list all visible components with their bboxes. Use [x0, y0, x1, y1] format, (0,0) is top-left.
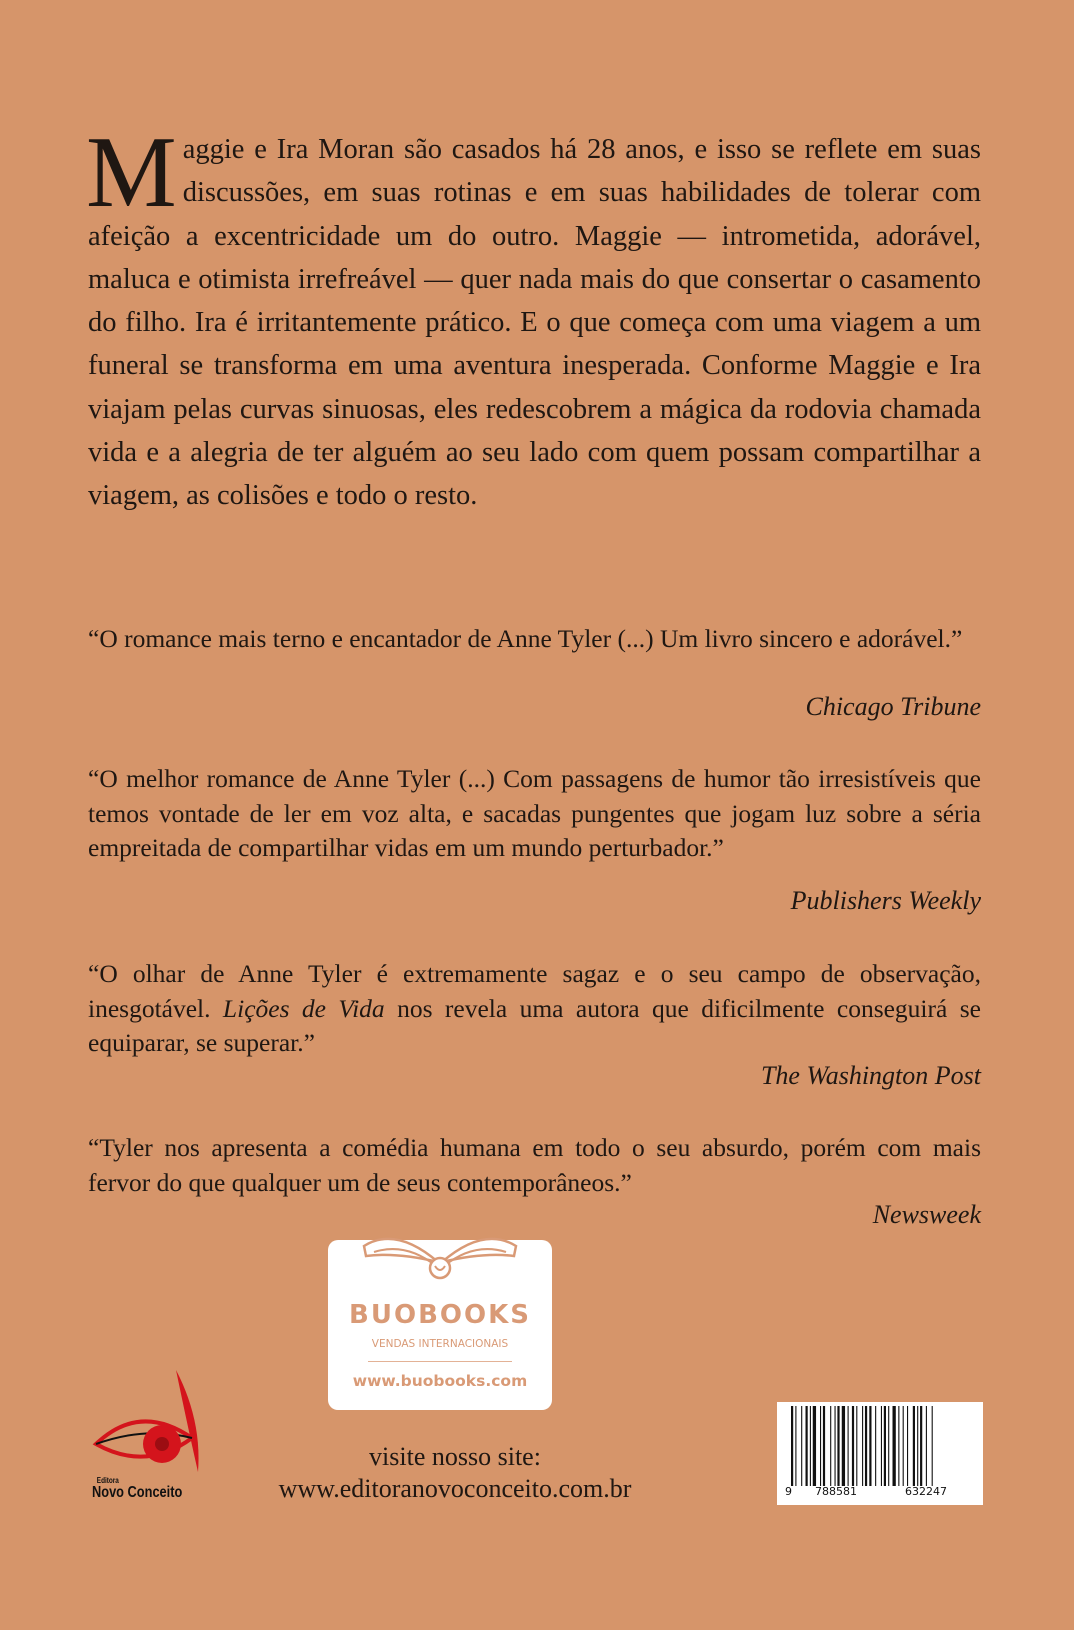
- buobooks-divider: [368, 1361, 512, 1362]
- review-quote-4: “Tyler nos apresenta a comédia humana em todo o seu absurdo, porém com mais fervor do que qualquer um de seus contemporâneos.”: [88, 1133, 981, 1197]
- novo-conceito-logo-text: [92, 1476, 183, 1502]
- buobooks-badge: [328, 1240, 552, 1410]
- visit-label: visite nosso site:: [369, 1442, 541, 1471]
- review-quote-3-title: Lições de Vida: [222, 993, 385, 1023]
- review-quote-3-before: “O olhar de Anne Tyler é extremamente sagaz e o seu campo de observação, inesgotável.: [88, 959, 981, 1023]
- buobooks-name: BUOBOOKS: [349, 1300, 531, 1330]
- buobooks-url[interactable]: www.buobooks.com: [352, 1372, 528, 1390]
- review-quote-3: [88, 957, 981, 1061]
- barcode-group-1: 788581: [815, 1485, 857, 1498]
- buobooks-tagline: VENDAS INTERNACIONAIS: [371, 1338, 509, 1350]
- drop-cap: M: [86, 116, 177, 229]
- review-quote-3-after: nos revela uma autora que dificilmente conseguirá se equiparar, se superar.”: [88, 993, 981, 1057]
- logo-name: Novo Conceito: [92, 1484, 183, 1501]
- barcode-first-digit: 9: [785, 1485, 792, 1498]
- review-source-1: Chicago Tribune: [805, 692, 981, 721]
- synopsis-text: [86, 116, 981, 518]
- review-source-2: Publishers Weekly: [790, 886, 981, 915]
- isbn-barcode: [777, 1402, 983, 1505]
- publisher-site-link[interactable]: www.editoranovoconceito.com.br: [278, 1474, 632, 1503]
- logo-small-text: Editora: [96, 1476, 119, 1485]
- review-source-4: Newsweek: [872, 1200, 981, 1229]
- barcode-bars: [791, 1406, 973, 1486]
- owl-wings-icon: [356, 1222, 524, 1292]
- synopsis-body: aggie e Ira Moran são casados há 28 anos, e isso se reflete em suas discussões, em suas rotinas e em suas habilidades de tolerar com afeição a excentricidade um do outro. Maggie — intrometida, adorável, maluca e otimista irrefreável — quer nada mais do que consertar o casamento do filho. Ira é irritantemente prático. E o que começa com uma viagem a um funeral se transforma em uma aventura inesperada. Conforme Maggie e Ira viajam pelas curvas sinuosas, eles redescobrem a mágica da rodovia chamada vida e a alegria de ter alguém ao seu lado com quem possam compartilhar a viagem, as colisões e todo o resto.: [88, 134, 981, 512]
- review-quote-1: “O romance mais terno e encantador de Anne Tyler (...) Um livro sincero e adorável.”: [88, 624, 963, 653]
- review-quote-2: “O melhor romance de Anne Tyler (...) Com passagens de humor tão irresistíveis que temos vontade de ler em voz alta, e sacadas pungentes que jogam luz sobre a séria empreitada de compartilhar vidas em um mundo perturbador.”: [88, 764, 981, 862]
- review-source-3: The Washington Post: [760, 1061, 981, 1090]
- barcode-group-2: 632247: [905, 1485, 947, 1498]
